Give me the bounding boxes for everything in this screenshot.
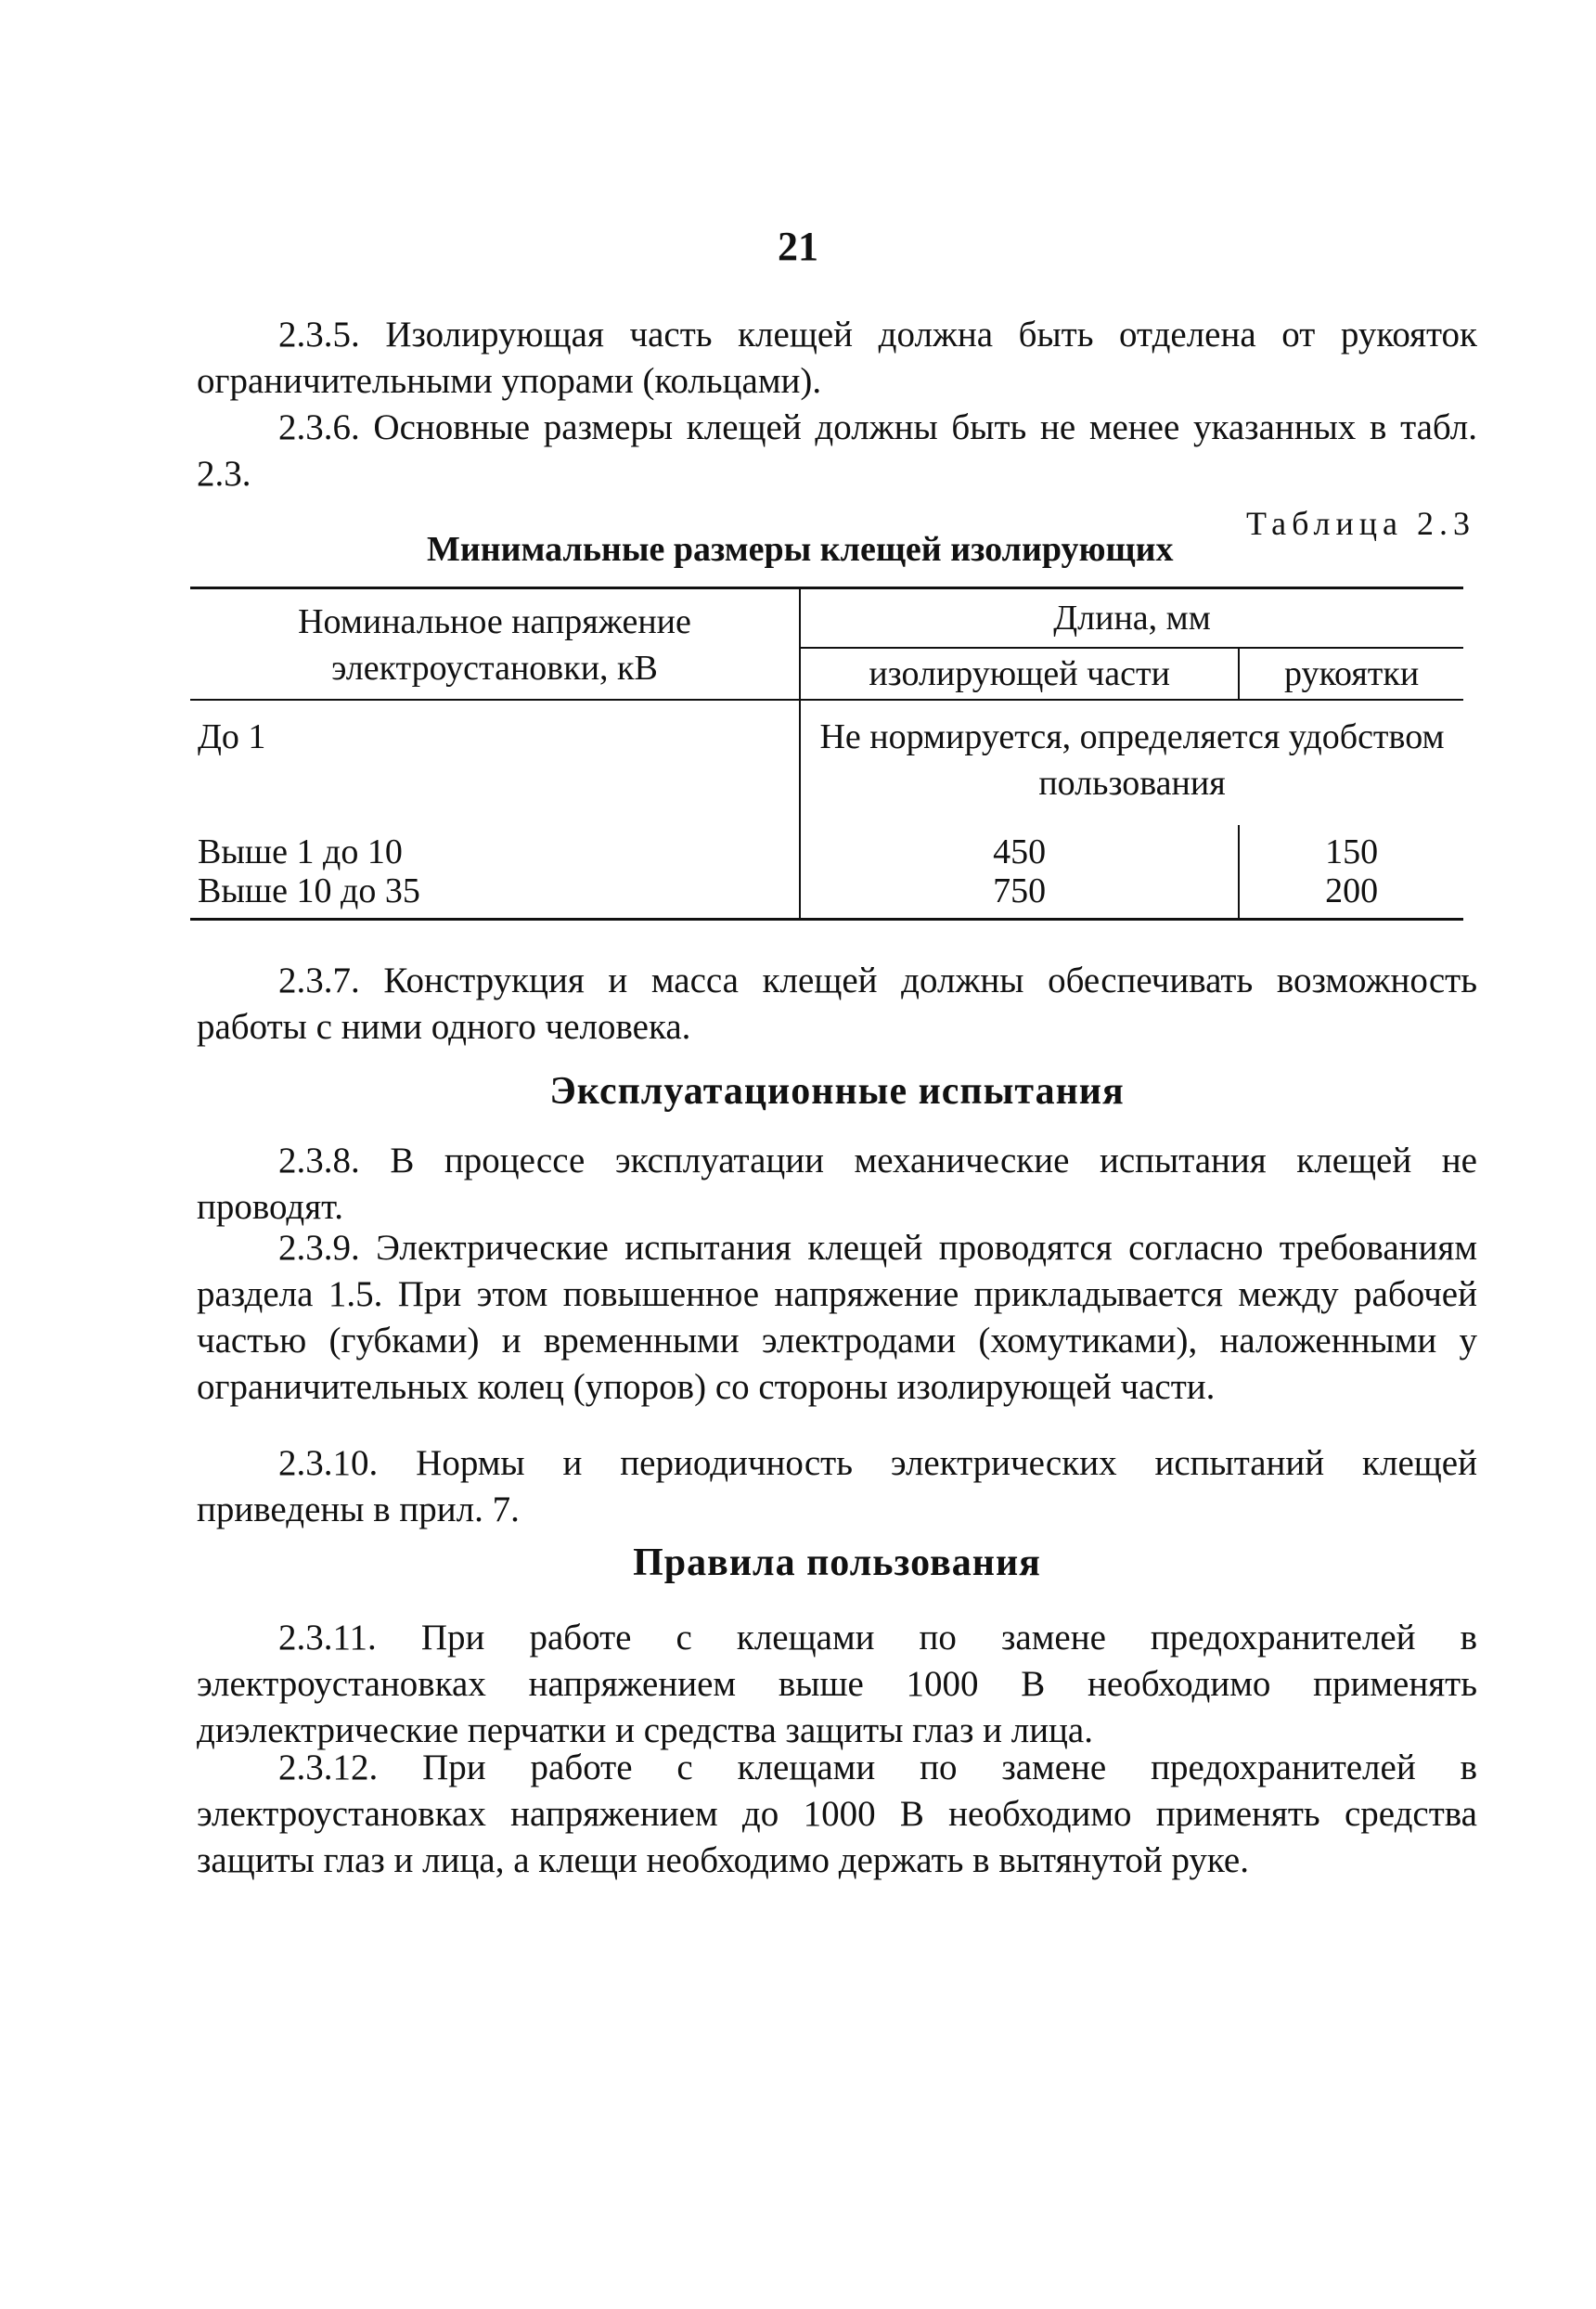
- table-row: [190, 700, 1463, 825]
- table-row: [190, 825, 1463, 871]
- paragraph-2-3-7: 2.3.7. Конструкция и масса клещей должны обеспечивать возможность работы с ними одного человека.: [197, 961, 1477, 1047]
- cell-insulating-length: 750: [800, 871, 1239, 920]
- paragraph-2-3-8: 2.3.8. В процессе эксплуатации механические испытания клещей не проводят.: [197, 1141, 1477, 1227]
- dimensions-table: [190, 587, 1463, 921]
- paragraph-2-3-9: 2.3.9. Электрические испытания клещей проводятся согласно требованиям раздела 1.5. При этом повышенное напряжение прикладывается между рабочей частью (губками) и временными электродами (хомутиками), наложенными у ограничительных колец (упоров) со стороны изолирующей части.: [197, 1228, 1477, 1407]
- section-heading-usage-rules: Правила пользования: [633, 1541, 1041, 1584]
- table-title: Минимальные размеры клещей изолирующих: [427, 530, 1174, 569]
- table-label: Таблица 2.3: [1246, 505, 1475, 542]
- paragraph-2-3-10: 2.3.10. Нормы и периодичность электрических испытаний клещей приведены в прил. 7.: [197, 1443, 1477, 1529]
- page-number: 21: [778, 224, 818, 269]
- paragraph-2-3-5: 2.3.5. Изолирующая часть клещей должна быть отделена от рукояток ограничительными упорами (кольцами).: [197, 315, 1477, 401]
- header-nominal-voltage: Номинальное напряжение электроустановки, кВ: [190, 588, 800, 701]
- cell-not-normalized: Не нормируется, определяется удобством пользования: [819, 717, 1445, 803]
- table-row: [190, 871, 1463, 920]
- header-length: Длина, мм: [800, 588, 1463, 649]
- cell-voltage: Выше 1 до 10: [190, 825, 800, 871]
- cell-voltage: Выше 10 до 35: [190, 871, 800, 920]
- paragraph-2-3-11: 2.3.11. При работе с клещами по замене предохранителей в электроустановках напряжением выше 1000 В необходимо применять диэлектрические перчатки и средства защиты глаз и лица.: [197, 1618, 1477, 1750]
- cell-handle-length: 200: [1325, 871, 1379, 910]
- cell-handle-length: 150: [1325, 832, 1379, 871]
- paragraph-2-3-6: 2.3.6. Основные размеры клещей должны быть не менее указанных в табл. 2.3.: [197, 407, 1477, 494]
- section-heading-exploitation: Эксплуатационные испытания: [549, 1070, 1125, 1113]
- table-header-row: [190, 588, 1463, 649]
- header-insulating-part: изолирующей части: [800, 648, 1239, 700]
- cell-voltage: До 1: [190, 700, 800, 825]
- paragraph-2-3-12: 2.3.12. При работе с клещами по замене предохранителей в электроустановках напряжением до 1000 В необходимо применять средства защиты глаз и лица, а клещи необходимо держать в вытянутой руке.: [197, 1748, 1477, 1880]
- header-handle: рукоятки: [1239, 648, 1463, 700]
- cell-insulating-length: 450: [800, 825, 1239, 871]
